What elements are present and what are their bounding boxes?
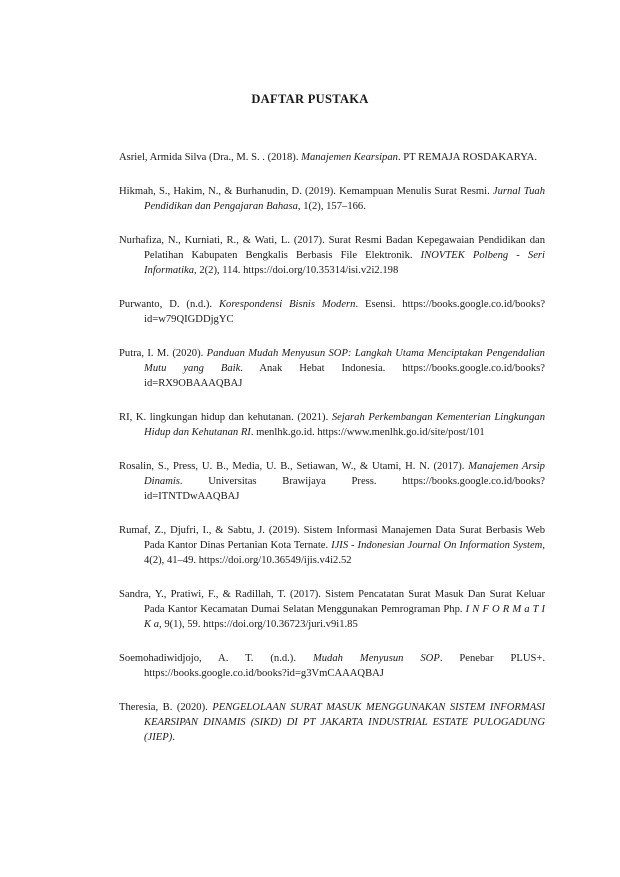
reference-item bbox=[119, 346, 545, 391]
reference-text: Rosalin, S., Press, U. B., Media, U. B., Setiawan, W., & Utami, H. N. (2017). bbox=[119, 461, 469, 472]
reference-item bbox=[119, 150, 545, 165]
reference-text: . Esensi. https://books.google.co.id/books?id=w79QIGDDjgYC bbox=[144, 299, 546, 325]
reference-item bbox=[119, 297, 545, 327]
reference-italic: Panduan Mudah Menyusun SOP: Langkah Utama Menciptakan Pengendalian Mutu yang Baik bbox=[144, 348, 545, 374]
reference-text: . PT REMAJA ROSDAKARYA. bbox=[397, 152, 537, 163]
reference-italic: PENGELOLAAN SURAT MASUK MENGGUNAKAN SISTEM INFORMASI KEARSIPAN DINAMIS (SIKD) DI PT JAKARTA INDUSTRIAL ESTATE PULOGADUNG (JIEP) bbox=[144, 702, 546, 743]
reference-italic: Manajemen Arsip Dinamis bbox=[144, 461, 545, 487]
reference-text: Purwanto, D. (n.d.). bbox=[119, 299, 219, 310]
reference-text: Asriel, Armida Silva (Dra., M. S. . (2018). bbox=[119, 152, 302, 163]
reference-text: Hikmah, S., Hakim, N., & Burhanudin, D. (2019). Kemampuan Menulis Surat Resmi. bbox=[119, 186, 493, 197]
reference-list bbox=[119, 150, 545, 764]
reference-text: Sandra, Y., Pratiwi, F., & Radillah, T. (2017). Sistem Pencatatan Surat Masuk Dan Surat Keluar Pada Kantor Kecamatan Dumai Selatan Menggunakan Pemrograman Php. bbox=[119, 589, 545, 615]
reference-italic: INOVTEK Polbeng - Seri Informatika bbox=[144, 250, 545, 276]
reference-text: . Anak Hebat Indonesia. https://books.google.co.id/books?id=RX9OBAAAQBAJ bbox=[144, 363, 545, 389]
reference-item bbox=[119, 233, 545, 278]
reference-text: . Universitas Brawijaya Press. https://books.google.co.id/books?id=ITNTDwAAQBAJ bbox=[144, 476, 545, 502]
reference-text: , 2(2), 114. https://doi.org/10.35314/isi.v2i2.198 bbox=[194, 265, 399, 276]
reference-italic: I N F O R M a T I K a bbox=[144, 604, 545, 630]
reference-text: Theresia, B. (2020). bbox=[119, 702, 213, 713]
reference-italic: Korespondensi Bisnis Modern bbox=[218, 299, 356, 310]
reference-italic: Manajemen Kearsipan bbox=[301, 152, 398, 163]
reference-item bbox=[119, 700, 545, 745]
reference-italic: Jurnal Tuah Pendidikan dan Pengajaran Bahasa bbox=[144, 186, 545, 212]
reference-text: Nurhafiza, N., Kurniati, R., & Wati, L. (2017). Surat Resmi Badan Kepegawaian Pendidikan dan Pelatihan Kabupaten Bengkalis Berbasis File Elektronik. bbox=[119, 235, 545, 261]
reference-text: Soemohadiwidjojo, A. T. (n.d.). bbox=[119, 653, 313, 664]
page-title: DAFTAR PUSTAKA bbox=[251, 92, 369, 106]
reference-text: Putra, I. M. (2020). bbox=[119, 348, 207, 359]
reference-item bbox=[119, 459, 545, 504]
reference-item bbox=[119, 523, 545, 568]
reference-italic: IJIS - Indonesian Journal On Information System bbox=[331, 540, 543, 551]
reference-text: , 4(2), 41–49. https://doi.org/10.36549/ijis.v4i2.52 bbox=[144, 540, 545, 566]
reference-italic: Sejarah Perkembangan Kementerian Lingkungan Hidup dan Kehutanan RI bbox=[144, 412, 545, 438]
reference-item bbox=[119, 410, 545, 440]
reference-item bbox=[119, 184, 545, 214]
reference-text: . Penebar PLUS+. https://books.google.co.id/books?id=g3VmCAAAQBAJ bbox=[144, 653, 546, 679]
reference-text: . menlhk.go.id. https://www.menlhk.go.id/site/post/101 bbox=[250, 427, 485, 438]
reference-text: , 9(1), 59. https://doi.org/10.36723/juri.v9i1.85 bbox=[159, 619, 358, 630]
reference-text: . bbox=[172, 732, 175, 743]
reference-text: RI, K. lingkungan hidup dan kehutanan. (2021). bbox=[119, 412, 332, 423]
reference-italic: Mudah Menyusun SOP bbox=[312, 653, 440, 664]
reference-text: , 1(2), 157–166. bbox=[297, 201, 366, 212]
reference-text: Rumaf, Z., Djufri, I., & Sabtu, J. (2019). Sistem Informasi Manajemen Data Surat Berbasis Web Pada Kantor Dinas Pertanian Kota Ternate. bbox=[119, 525, 545, 551]
reference-item bbox=[119, 587, 545, 632]
reference-item bbox=[119, 651, 545, 681]
